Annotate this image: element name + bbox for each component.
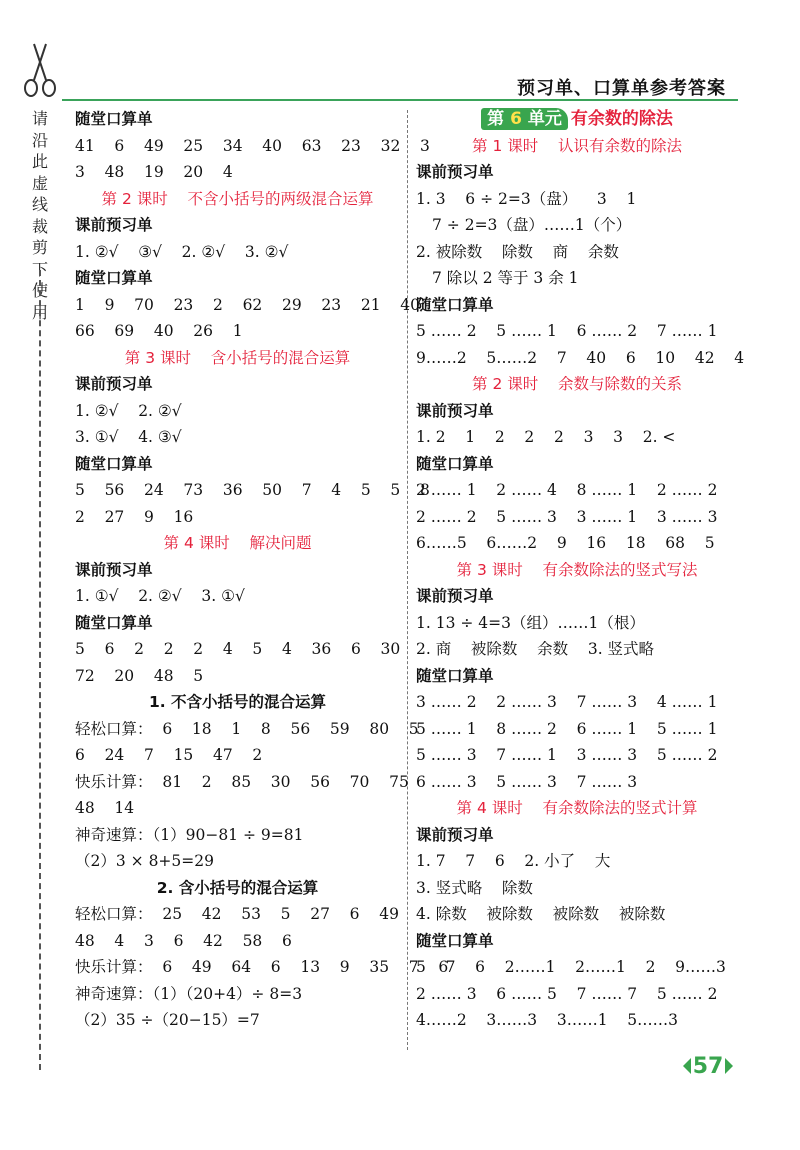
answer-line: 6 24 7 15 47 2 [75, 746, 263, 764]
unit-badge: 第 6 单元 [481, 108, 568, 130]
answer-line: 快乐计算： 81 2 85 30 56 70 75 [75, 772, 409, 791]
section-heading: 随堂口算单 [75, 613, 153, 632]
answer-line: 2 …… 2 5 …… 3 3 …… 1 3 …… 3 [416, 507, 718, 526]
lesson-title: 第 1 课时 认识有余数的除法 [472, 136, 682, 155]
header-divider [62, 99, 738, 101]
answer-line: （2）3 × 8+5=29 [75, 852, 214, 870]
section-heading: 课前预习单 [416, 587, 494, 605]
section-heading: 随堂口算单 [75, 110, 153, 128]
topic-title: 2. 含小括号的混合运算 [156, 878, 319, 897]
answer-line: 48 4 3 6 42 58 6 [75, 931, 292, 950]
section-heading: 随堂口算单 [75, 454, 153, 473]
answer-line: 3 …… 2 2 …… 3 7 …… 3 4 …… 1 [416, 693, 718, 711]
section-heading: 课前预习单 [75, 560, 153, 579]
lesson-title: 第 4 课时 有余数除法的竖式计算 [456, 799, 698, 817]
answer-line: 4……2 3……3 3……1 5……3 [416, 1011, 679, 1029]
right-column [416, 106, 745, 1034]
answer-line: 7 ÷ 2=3（盘）……1（个） [432, 216, 632, 234]
answer-line: 1. 2 1 2 2 2 3 3 2. < [416, 428, 676, 446]
lesson-title: 第 3 课时 含小括号的混合运算 [124, 348, 351, 367]
lesson-title: 第 4 课时 解决问题 [163, 534, 312, 552]
unit-title [416, 106, 738, 133]
answer-line: 5 …… 3 7 …… 1 3 …… 3 5 …… 2 [416, 746, 718, 764]
answer-line: 3. ①√ 4. ③√ [75, 428, 182, 446]
answer-line: 4. 除数 被除数 被除数 被除数 [416, 905, 666, 923]
answer-line: 轻松口算： 6 18 1 8 56 59 80 5 [75, 719, 419, 738]
answer-line: 2. 商 被除数 余数 3. 竖式略 [416, 640, 655, 658]
answer-line: 轻松口算： 25 42 53 5 27 6 49 [75, 905, 399, 923]
answer-line: 1. ②√ ③√ 2. ②√ 3. ②√ [75, 242, 289, 261]
triangle-left-icon [683, 1058, 691, 1074]
answer-line: 1 9 70 23 2 62 29 23 21 40 [75, 295, 421, 314]
column-divider [407, 110, 408, 1050]
answer-line: 7 除以 2 等于 3 余 1 [432, 269, 579, 287]
answer-line: 快乐计算： 6 49 64 6 13 9 35 7 6 [75, 958, 449, 976]
lesson-title: 第 2 课时 余数与除数的关系 [472, 375, 682, 393]
section-heading: 随堂口算单 [416, 666, 494, 685]
answer-line: 66 69 40 26 1 [75, 322, 243, 340]
section-heading: 课前预习单 [416, 401, 494, 420]
answer-line: 72 20 48 5 [75, 666, 204, 685]
answer-line: 5 …… 2 5 …… 1 6 …… 2 7 …… 1 [416, 322, 718, 340]
left-column [75, 106, 449, 1034]
answer-line: 6 …… 3 5 …… 3 7 …… 3 [416, 772, 638, 791]
page-number: 57 [681, 1052, 735, 1080]
answer-line: 5 6 2 2 2 4 5 4 36 6 30 [75, 640, 401, 658]
lesson-title: 第 2 课时 不含小括号的两级混合运算 [101, 189, 374, 208]
answer-line: 9……2 5……2 7 40 6 10 42 4 [416, 348, 745, 367]
answer-line: 1. 7 7 6 2. 小了 大 [416, 852, 611, 870]
section-heading: 课前预习单 [416, 825, 494, 844]
answer-line: （2）35 ÷（20−15）=7 [75, 1011, 260, 1029]
unit-name: 有余数的除法 [570, 109, 673, 129]
answer-line: 48 14 [75, 799, 135, 817]
answer-line: 5 56 24 73 36 50 7 4 5 5 8 [75, 481, 430, 499]
section-heading: 随堂口算单 [416, 454, 494, 473]
answer-line: 2 …… 1 2 …… 4 8 …… 1 2 …… 2 [416, 481, 718, 499]
answer-line: 神奇速算：（1）90−81 ÷ 9=81 [75, 825, 304, 844]
answer-line: 1. ①√ 2. ②√ 3. ①√ [75, 587, 245, 605]
answer-line: 1. 3 6 ÷ 2=3（盘） 3 1 [416, 189, 637, 208]
answer-line: 5 7 6 2……1 2……1 2 9……3 [416, 958, 726, 976]
page-header-title: 预习单、口算单参考答案 [517, 78, 726, 99]
section-heading: 课前预习单 [75, 375, 153, 393]
section-heading: 随堂口算单 [416, 931, 494, 950]
answer-line: 神奇速算：（1）（20+4）÷ 8=3 [75, 984, 303, 1003]
answer-line: 1. 13 ÷ 4=3（组）……1（根） [416, 613, 645, 632]
answer-line: 2. 被除数 除数 商 余数 [416, 242, 619, 261]
triangle-right-icon [725, 1058, 733, 1074]
answer-line: 41 6 49 25 34 40 63 23 32 3 [75, 136, 430, 155]
answer-line: 3. 竖式略 除数 [416, 878, 533, 897]
answer-line: 2 27 9 16 [75, 507, 194, 526]
section-heading: 课前预习单 [75, 216, 153, 234]
answer-line: 1. ②√ 2. ②√ [75, 401, 182, 420]
answer-line: 6……5 6……2 9 16 18 68 5 [416, 534, 715, 552]
lesson-title: 第 3 课时 有余数除法的竖式写法 [456, 560, 698, 579]
answer-line: 5 …… 1 8 …… 2 6 …… 1 5 …… 1 [416, 719, 718, 738]
scissors-icon [18, 40, 62, 100]
answer-line: 2 …… 3 6 …… 5 7 …… 7 5 …… 2 [416, 984, 718, 1003]
section-heading: 随堂口算单 [75, 269, 153, 287]
cut-line [39, 270, 41, 1070]
section-heading: 随堂口算单 [416, 295, 494, 314]
answer-line: 3 48 19 20 4 [75, 163, 233, 181]
cut-instruction: 请沿此虚线裁剪下使用 [31, 109, 48, 322]
section-heading: 课前预习单 [416, 163, 494, 181]
topic-title: 1. 不含小括号的混合运算 [148, 693, 327, 711]
